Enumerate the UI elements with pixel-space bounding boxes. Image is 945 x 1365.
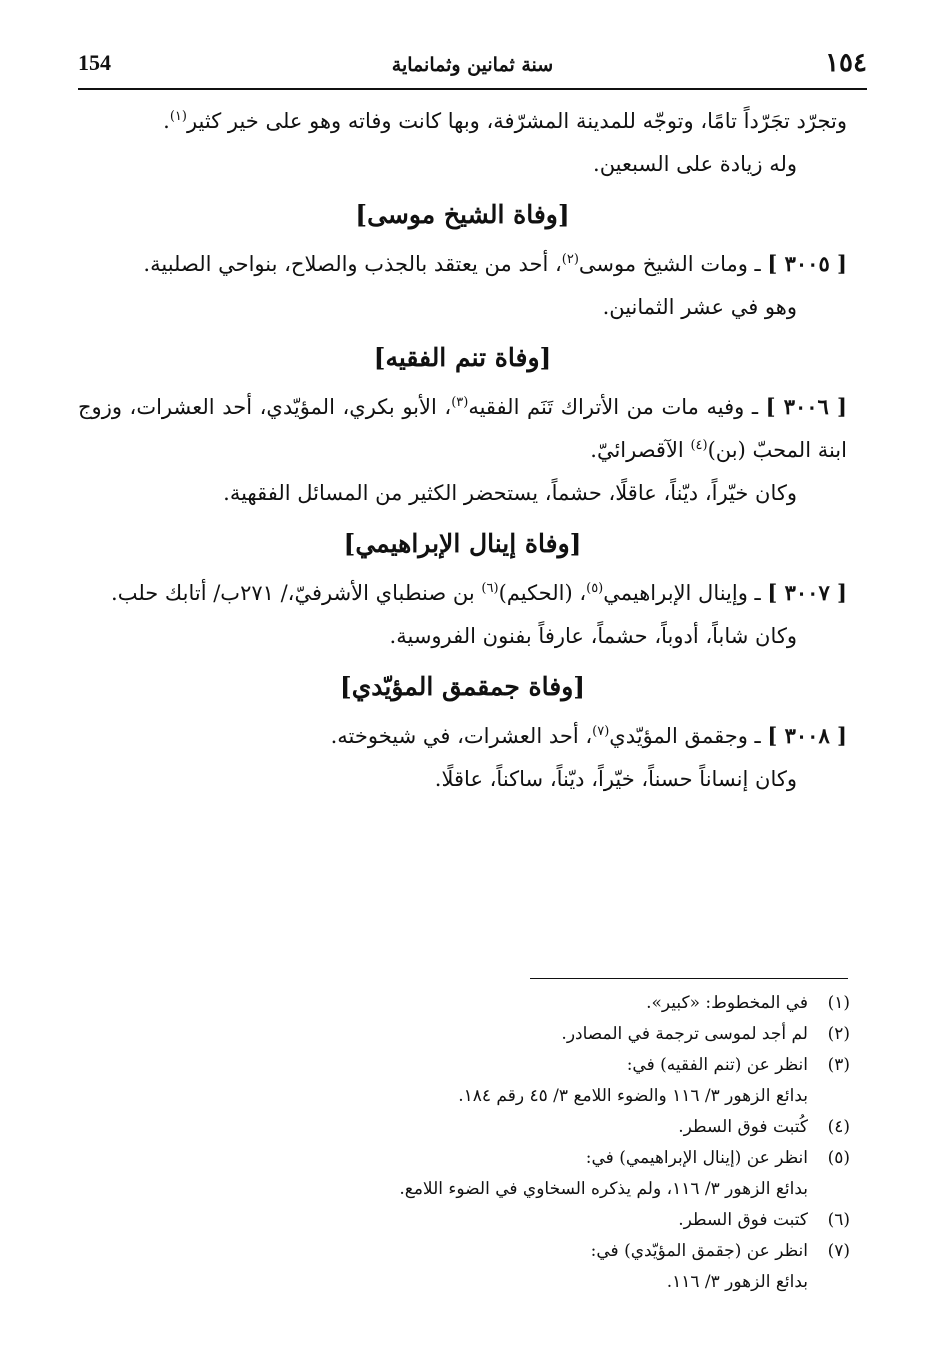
footnote-text: انظر عن (جقمق المؤيّدي) في: [590, 1241, 808, 1261]
footnote-marker: (٥) [827, 1148, 850, 1168]
footnote-6 [200, 1205, 850, 1236]
running-title: سنة ثمانين وثمانماية [391, 54, 554, 76]
footnotes [200, 988, 850, 1298]
entry-number: [ ٣٠٠٥ ] [767, 251, 847, 276]
entry-3005 [78, 242, 847, 286]
footnote-ref: (٢) [561, 252, 579, 267]
page-header [78, 48, 867, 88]
footnote-3 [200, 1050, 850, 1081]
footnote-2 [200, 1019, 850, 1050]
section-heading: [وفاة إينال الإبراهيمي] [343, 529, 582, 558]
footnote-1 [200, 988, 850, 1019]
entry-text: ، أحد من يعتقد بالجذب والصلاح، بنواحي الصلبية. [143, 252, 562, 276]
footnote-marker: (٦) [827, 1210, 850, 1230]
footnote-continuation: بدائع الزهور ٣/ ١١٦. [666, 1272, 808, 1292]
paragraph: وهو في عشر الثمانين. [602, 295, 797, 319]
entry-text: ـ وجقمق المؤيّدي [609, 724, 768, 748]
entry-3006 [78, 385, 847, 472]
entry-3007 [78, 571, 847, 615]
paragraph: وكان شاباً، أدوباً، حشماً، عارفاً بفنون الفروسية. [389, 624, 797, 648]
entry-text: ، أحد العشرات، في شيخوخته. [330, 724, 593, 748]
paragraph-end: . [163, 109, 170, 133]
section-heading: [وفاة تنم الفقيه] [373, 343, 552, 372]
footnote-marker: (٤) [827, 1117, 850, 1137]
paragraph [78, 100, 847, 143]
footnote-rule [530, 978, 848, 979]
footnote-text: كتبت فوق السطر. [678, 1210, 808, 1230]
footnote-ref: (١) [169, 109, 187, 124]
paragraph: وله زيادة على السبعين. [593, 152, 797, 176]
footnote-marker: (٢) [827, 1024, 850, 1044]
footnote-text: انظر عن (إينال الإبراهيمي) في: [585, 1148, 808, 1168]
section-heading: [وفاة الشيخ موسى] [355, 200, 570, 229]
section-heading: [وفاة جمقمق المؤيّدي] [339, 672, 586, 701]
entry-text: ـ وفيه مات من الأتراك تَنَم الفقيه [468, 395, 766, 419]
footnote-continuation: بدائع الزهور ٣/ ١١٦، ولم يذكره السخاوي في الضوء اللامع. [399, 1179, 808, 1199]
footnote-text: انظر عن (تنم الفقيه) في: [626, 1055, 808, 1075]
footnote-marker: (١) [827, 993, 850, 1013]
footnote-ref: (٦) [481, 581, 499, 596]
footnote-marker: (٧) [827, 1241, 850, 1261]
entry-number: [ ٣٠٠٧ ] [767, 580, 847, 605]
footnote-marker: (٣) [827, 1055, 850, 1075]
footnote-ref: (٣) [451, 395, 469, 410]
header-rule [78, 88, 867, 90]
footnote-text: كُتبت فوق السطر. [678, 1117, 808, 1137]
footnote-5 [200, 1143, 850, 1174]
page-number-arabic: ١٥٤ [825, 48, 867, 78]
entry-number: [ ٣٠٠٨ ] [767, 723, 847, 748]
footnote-text: لم أجد لموسى ترجمة في المصادر. [561, 1024, 808, 1044]
footnote-4 [200, 1112, 850, 1143]
footnote-continuation: بدائع الزهور ٣/ ١١٦ والضوء اللامع ٣/ ٤٥ رقم ١٨٤. [458, 1086, 808, 1106]
paragraph: وكان إنساناً حسناً، خيّراً، ديّناً، ساكناً، عاقلًا. [434, 767, 797, 791]
entry-text: بن صنطباي الأشرفيّ،/ ٢٧١ب/ أتابك حلب. [111, 581, 482, 605]
footnote-text: في المخطوط: «كبير». [646, 993, 808, 1013]
main-text [78, 100, 847, 801]
entry-3008 [78, 714, 847, 758]
entry-text: ـ وإينال الإبراهيمي [603, 581, 768, 605]
page-number-latin: 154 [78, 50, 111, 75]
entry-text: الآقصرائيّ. [590, 438, 691, 462]
footnote-ref: (٧) [592, 724, 610, 739]
entry-text: ، الأبو بكري، المؤيّدي، أحد العشرات، وزوج ابنة المحبّ (بن) [78, 395, 847, 462]
footnote-ref: (٥) [586, 581, 604, 596]
footnote-7 [200, 1236, 850, 1267]
entry-number: [ ٣٠٠٦ ] [765, 394, 847, 419]
entry-text: ـ ومات الشيخ موسى [578, 252, 768, 276]
paragraph-text: وتجرّد تجَرّداً تامًا، وتوجّه للمدينة المشرّفة، وبها كانت وفاته وهو على خير كثير [186, 109, 847, 133]
paragraph: وكان خيّراً، ديّناً، عاقلًا، حشماً، يستحضر الكثير من المسائل الفقهية. [223, 481, 797, 505]
footnote-ref: (٤) [690, 438, 708, 453]
entry-text: ، (الحكيم) [498, 581, 587, 605]
